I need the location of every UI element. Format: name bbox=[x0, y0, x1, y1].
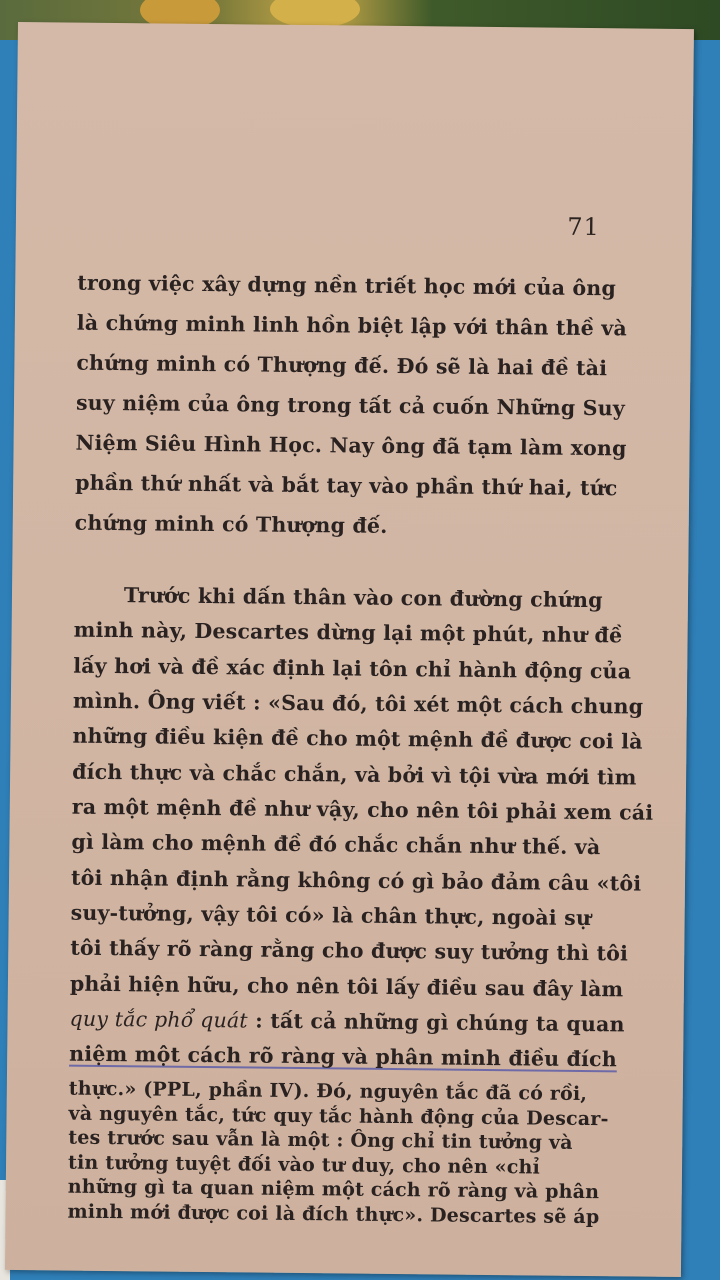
text-line: ra một mệnh đề như vậy, cho nên tôi phải xem cái bbox=[71, 794, 654, 825]
text-line: tin tưởng tuyệt đối vào tư duy, cho nên «chỉ bbox=[67, 1151, 541, 1179]
text-line: minh mới được coi là đích thực». Descartes sẽ áp bbox=[67, 1200, 600, 1229]
rule-rest: : tất cả những gì chúng ta quan bbox=[255, 1008, 625, 1037]
text-line: những gì ta quan niệm một cách rõ ràng và phân bbox=[67, 1175, 600, 1204]
text-line: mình. Ông viết : «Sau đó, tôi xét một cách chung bbox=[72, 688, 644, 719]
text-line: chứng minh có Thượng đế. Đó sẽ là hai đề tài bbox=[76, 350, 608, 381]
rule-italic: quy tắc phổ quát bbox=[69, 1006, 248, 1033]
text-line: trong việc xây dựng nền triết học mới của ông bbox=[77, 270, 617, 301]
text-line: tes trước sau vẫn là một : Ông chỉ tin tưởng và bbox=[68, 1126, 573, 1155]
text-line: gì làm cho mệnh đề đó chắc chắn như thế. và bbox=[71, 829, 601, 860]
text-line: phần thứ nhất và bắt tay vào phần thứ hai, tức bbox=[75, 470, 618, 501]
text-line: minh này, Descartes dừng lại một phút, như đề bbox=[73, 617, 623, 648]
text-line-rule bbox=[69, 1007, 629, 1037]
text-line: suy-tưởng, vậy tôi có» là chân thực, ngoài sự bbox=[70, 900, 592, 931]
text-line: tôi thấy rõ ràng rằng cho được suy tưởng thì tôi bbox=[70, 935, 629, 966]
text-line: những điều kiện đề cho một mệnh đề được coi là bbox=[72, 723, 643, 754]
text-line: và nguyên tắc, tức quy tắc hành động của Descar- bbox=[68, 1102, 609, 1131]
text-line: Niệm Siêu Hình Học. Nay ông đã tạm làm xong bbox=[75, 430, 627, 461]
text-line: Trước khi dấn thân vào con đường chứng bbox=[123, 583, 603, 613]
text-line: là chứng minh linh hồn biệt lập với thân thề và bbox=[76, 310, 628, 341]
book-page bbox=[5, 22, 694, 1277]
page-number: 71 bbox=[567, 212, 601, 242]
text-line: suy niệm của ông trong tất cả cuốn Những Suy bbox=[75, 390, 626, 421]
text-line-underlined: niệm một cách rõ ràng và phân minh điều đích bbox=[69, 1041, 618, 1072]
text-line: chứng minh có Thượng đế. bbox=[74, 510, 388, 538]
text-line: lấy hơi và đề xác định lại tôn chỉ hành động của bbox=[73, 653, 632, 684]
text-line: tôi nhận định rằng không có gì bảo đảm câu «tôi bbox=[70, 865, 642, 896]
text-line: thực.» (PPL, phần IV). Đó, nguyên tắc đã có rồi, bbox=[68, 1077, 588, 1106]
text-line: phải hiện hữu, cho nên tôi lấy điều sau đây làm bbox=[69, 971, 624, 1002]
text-line: đích thực và chắc chắn, và bởi vì tội vừa mới tìm bbox=[72, 759, 637, 790]
